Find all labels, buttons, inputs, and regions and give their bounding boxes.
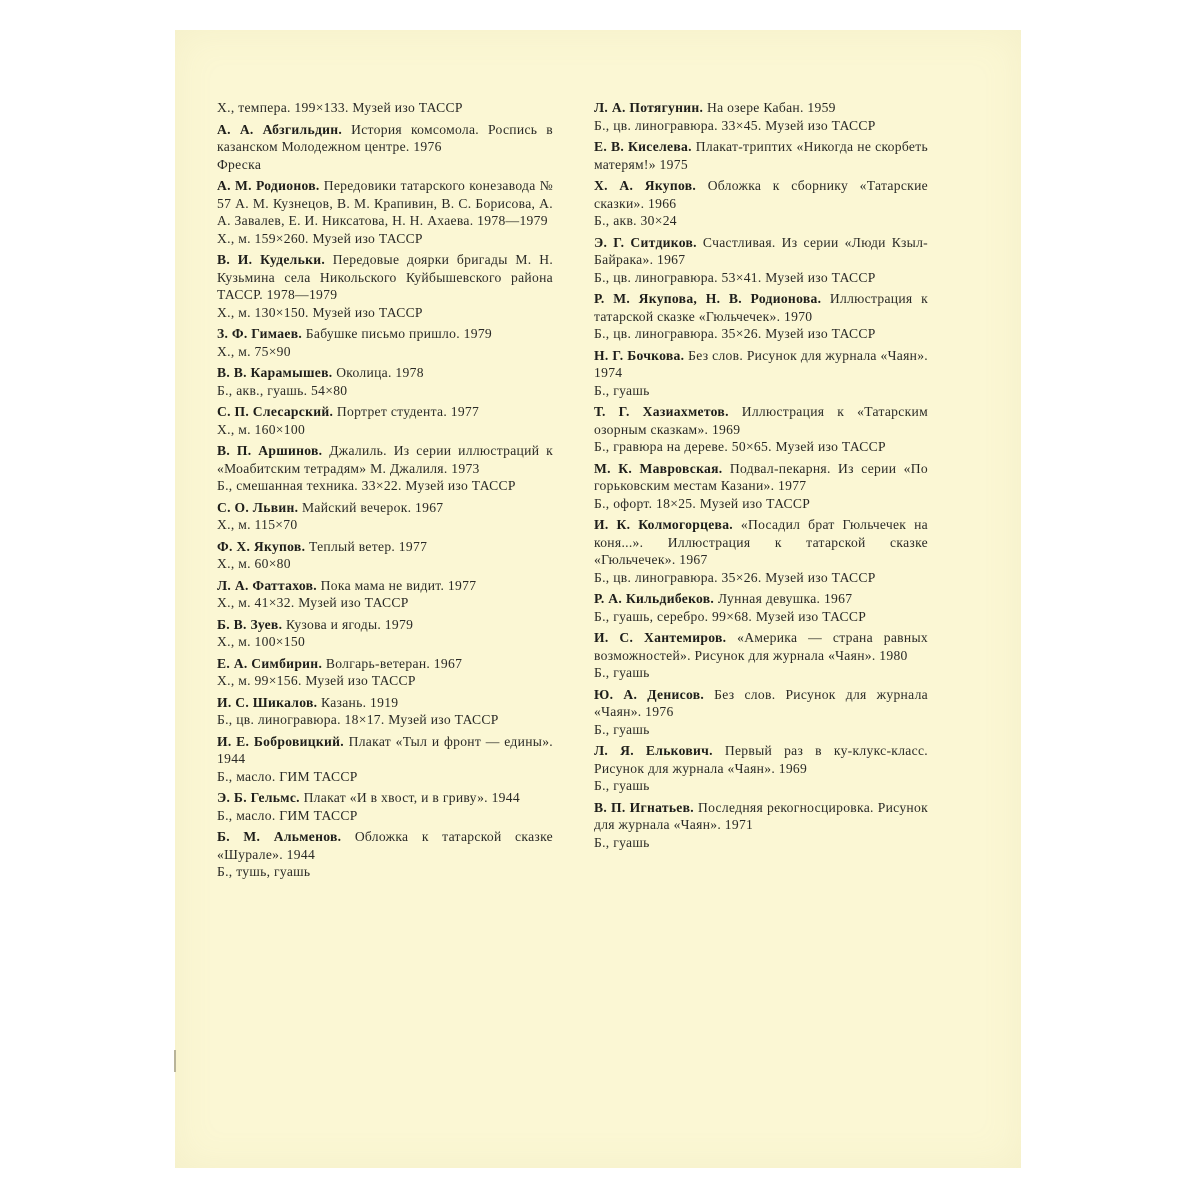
entry-author: Н. Г. Бочкова. — [594, 347, 685, 363]
entry-author: И. С. Хантемиров. — [594, 630, 727, 645]
catalog-entry — [217, 655, 553, 690]
entry-author: Б. М. Альменов. — [217, 829, 342, 844]
entry-title: Казань. 1919 — [321, 694, 399, 710]
entry-author: Р. М. Якупова, Н. В. Родионова. — [594, 291, 822, 306]
entry-title: Волгарь-ветеран. 1967 — [325, 655, 463, 671]
entry-medium-size: Х., м. 41×32. Музей изо ТАССР — [217, 595, 409, 610]
catalog-entry — [217, 789, 553, 824]
entry-title: Околица. 1978 — [336, 365, 424, 380]
entry-author: Э. Г. Ситдиков. — [594, 234, 697, 250]
entry-medium-size: Б., масло. ГИМ ТАССР — [217, 768, 358, 784]
entry-author: В. В. Карамышев. — [217, 365, 333, 380]
entry-author: Л. А. Потягунин. — [594, 100, 704, 115]
entry-title: Последняя рекогносцировка. Рисунок для журнала «Чаян». 1971 — [594, 799, 928, 832]
entry-title: Бабушке письмо пришло. 1979 — [305, 326, 493, 341]
entry-title: Плакат «И в хвост, и в гриву». 1944 — [303, 790, 520, 805]
entry-title: На озере Кабан. 1959 — [706, 100, 836, 115]
catalog-entry — [217, 694, 553, 729]
catalog-entry — [594, 686, 928, 739]
catalog-entry — [594, 460, 928, 513]
entry-author: В. И. Кудельки. — [217, 252, 326, 267]
entry-author: В. П. Аршинов. — [217, 443, 323, 458]
catalog-entry — [217, 828, 553, 881]
entry-title: Лунная девушка. 1967 — [717, 591, 853, 606]
catalog-entry — [594, 629, 928, 682]
entry-medium-size: Б., цв. линогравюра. 35×26. Музей изо ТАССР — [594, 569, 876, 585]
entry-medium-size: Фреска — [217, 156, 262, 172]
catalog-entry — [217, 577, 553, 612]
catalog-entry — [217, 364, 553, 399]
entry-title: Счастливая. Из серии «Люди Кзыл-Байрака». 1967 — [594, 234, 928, 267]
entry-title: История комсомола. Роспись в казанском Молодежном центре. 1976 — [217, 121, 554, 154]
entry-author: Р. А. Кильдибеков. — [594, 591, 715, 606]
entry-author: А. А. Абзгильдин. — [217, 121, 343, 137]
entry-medium-size: Б., цв. линогравюра. 35×26. Музей изо ТАССР — [594, 326, 876, 341]
catalog-entry — [594, 742, 928, 795]
entry-author: Е. В. Киселева. — [594, 139, 692, 154]
entry-medium-size: Б., тушь, гуашь — [217, 864, 311, 879]
entry-author: С. О. Львин. — [217, 499, 299, 515]
entry-title: Без слов. Рисунок для журнала «Чаян». 1976 — [594, 686, 928, 719]
entry-title: Майский вечерок. 1967 — [302, 499, 444, 515]
entry-medium-size: Х., м. 99×156. Музей изо ТАССР — [217, 673, 416, 688]
entry-medium-size: Х., темпера. 199×133. Музей изо ТАССР — [217, 100, 463, 115]
entry-author: З. Ф. Гимаев. — [217, 326, 303, 341]
catalog-entry — [594, 138, 928, 173]
entry-author: А. М. Родионов. — [217, 178, 320, 193]
entry-author: И. Е. Бобровицкий. — [217, 733, 344, 749]
catalog-entry — [594, 290, 928, 343]
catalog-entry — [217, 538, 553, 573]
catalog-entry — [217, 616, 553, 651]
catalog-entry — [217, 251, 553, 321]
entry-title: «Америка — страна равных возможностей». Рисунок для журнала «Чаян». 1980 — [594, 630, 929, 663]
entry-title: Подвал-пекарня. Из серии «По горьковским местам Казани». 1977 — [594, 460, 928, 493]
entry-medium-size: Б., масло. ГИМ ТАССР — [217, 807, 358, 823]
entry-medium-size: Х., м. 159×260. Музей изо ТАССР — [217, 230, 423, 246]
entry-author: Ю. А. Денисов. — [594, 686, 705, 702]
entry-author: Л. А. Фаттахов. — [217, 577, 317, 593]
catalog-entry — [594, 799, 928, 852]
entry-title: Теплый ветер. 1977 — [308, 538, 428, 554]
entry-medium-size: Б., акв. 30×24 — [594, 213, 677, 228]
entry-medium-size: Б., гуашь — [594, 665, 650, 680]
entry-medium-size: Х., м. 130×150. Музей изо ТАССР — [217, 304, 423, 320]
entry-title: Иллюстрация к татарской сказке «Гюльчечек». 1970 — [594, 291, 928, 324]
entry-title: Портрет студента. 1977 — [336, 404, 480, 419]
entry-medium-size: Х., м. 100×150 — [217, 634, 306, 649]
entry-title: Передовики татарского конезавода № 57 А. М. Кузнецов, В. М. Крапивин, В. С. Борисова, А. А. Завалев, Е. И. Никсатова, Н. Н. Ахаева. 1978—1979 — [217, 178, 553, 228]
entry-title: Пока мама не видит. 1977 — [320, 577, 477, 593]
catalog-entry — [594, 177, 928, 230]
catalog-entry — [217, 442, 553, 495]
entry-medium-size: Х., м. 60×80 — [217, 556, 291, 571]
entry-author: С. П. Слесарский. — [217, 404, 334, 419]
entry-title: Джалиль. Из серии иллюстраций к «Моабитским тетрадям» М. Джалиля. 1973 — [217, 443, 553, 476]
catalog-entry — [217, 99, 553, 117]
entry-author: Э. Б. Гельмс. — [217, 790, 300, 805]
entry-author: Е. А. Симбирин. — [217, 655, 323, 671]
entry-medium-size: Б., цв. линогравюра. 53×41. Музей изо ТАССР — [594, 269, 876, 285]
entry-title: Без слов. Рисунок для журнала «Чаян». 1974 — [594, 347, 929, 380]
entry-title: Иллюстрация к «Татарским озорным сказкам». 1969 — [594, 404, 928, 437]
entry-medium-size: Б., гравюра на дереве. 50×65. Музей изо ТАССР — [594, 439, 886, 454]
entry-author: Т. Г. Хазиахметов. — [594, 404, 729, 419]
entry-author: Х. А. Якупов. — [594, 178, 697, 193]
catalog-entry — [217, 403, 553, 438]
entry-medium-size: Б., офорт. 18×25. Музей изо ТАССР — [594, 495, 811, 511]
entry-medium-size: Б., цв. линогравюра. 33×45. Музей изо ТАССР — [594, 117, 876, 133]
right-column — [594, 99, 928, 855]
entry-medium-size: Б., гуашь — [594, 778, 650, 793]
catalog-entry — [594, 590, 928, 625]
entry-medium-size: Б., гуашь, серебро. 99×68. Музей изо ТАССР — [594, 608, 867, 624]
entry-medium-size: Х., м. 160×100 — [217, 421, 306, 437]
left-column — [217, 99, 553, 885]
catalog-entry — [217, 733, 553, 786]
entry-medium-size: Б., акв., гуашь. 54×80 — [217, 382, 348, 398]
entry-medium-size: Х., м. 75×90 — [217, 343, 291, 359]
catalog-entry — [594, 516, 928, 586]
entry-title: Плакат-триптих «Никогда не скорбеть матерям!» 1975 — [594, 139, 928, 172]
entry-author: М. К. Мавровская. — [594, 460, 723, 476]
catalog-entry — [217, 121, 553, 174]
catalog-entry — [594, 347, 928, 400]
entry-author: И. С. Шикалов. — [217, 694, 318, 710]
entry-author: Л. Я. Елькович. — [594, 743, 713, 758]
entry-title: Передовые доярки бригады М. Н. Кузьмина села Никольского Куйбышевского района ТАССР. 1978—1979 — [217, 252, 554, 302]
margin-mark — [174, 1050, 176, 1072]
entry-author: В. П. Игнатьев. — [594, 799, 694, 815]
entry-author: Б. В. Зуев. — [217, 616, 283, 632]
entry-title: «Посадил брат Гюльчечек на коня...». Иллюстрация к татарской сказке «Гюльчечек». 1967 — [594, 517, 928, 567]
catalog-page — [175, 30, 1021, 1168]
entry-title: Плакат «Тыл и фронт — едины». 1944 — [217, 733, 553, 766]
catalog-entry — [594, 403, 928, 456]
catalog-entry — [594, 234, 928, 287]
entry-title: Обложка к татарской сказке «Шурале». 1944 — [217, 829, 553, 862]
entry-author: Ф. Х. Якупов. — [217, 538, 306, 554]
entry-medium-size: Б., цв. линогравюра. 18×17. Музей изо ТАССР — [217, 712, 499, 727]
catalog-entry — [217, 499, 553, 534]
entry-medium-size: Б., гуашь — [594, 834, 650, 850]
entry-title: Кузова и ягоды. 1979 — [285, 616, 414, 632]
catalog-entry — [217, 325, 553, 360]
entry-medium-size: Б., смешанная техника. 33×22. Музей изо ТАССР — [217, 478, 516, 493]
entry-medium-size: Б., гуашь — [594, 382, 650, 398]
entry-medium-size: Б., гуашь — [594, 721, 650, 737]
catalog-entry — [594, 99, 928, 134]
entry-title: Первый раз в ку-клукс-класс. Рисунок для журнала «Чаян». 1969 — [594, 743, 928, 776]
catalog-entry — [217, 177, 553, 247]
entry-author: И. К. Колмогорцева. — [594, 517, 733, 532]
entry-title: Обложка к сборнику «Татарские сказки». 1966 — [594, 178, 928, 211]
entry-medium-size: Х., м. 115×70 — [217, 517, 298, 532]
